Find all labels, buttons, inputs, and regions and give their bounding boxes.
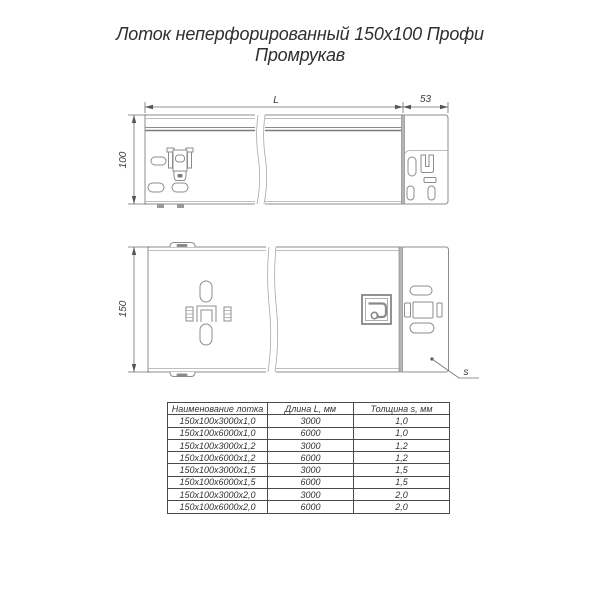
table-row	[168, 415, 450, 427]
table-cell: 6000	[268, 427, 354, 439]
table-cell: 6000	[268, 501, 354, 513]
table-cell: 2,0	[354, 501, 450, 513]
table-cell: 3000	[268, 439, 354, 451]
table-cell: 1,5	[354, 464, 450, 476]
table-cell: 3000	[268, 464, 354, 476]
table-cell: 150x100x3000x2,0	[168, 489, 268, 501]
table-cell: 150x100x6000x1,2	[168, 452, 268, 464]
dimension-length-label: L	[273, 95, 279, 106]
table-row	[168, 464, 450, 476]
promrukav-logo-stamp	[362, 295, 391, 324]
table-cell: 150x100x6000x1,0	[168, 427, 268, 439]
header-length: Длина L, мм	[268, 403, 354, 415]
table-cell: 150x100x6000x2,0	[168, 501, 268, 513]
table-cell: 1,5	[354, 476, 450, 488]
table-cell: 150x100x3000x1,0	[168, 415, 268, 427]
hatched-slot-left	[186, 307, 193, 321]
dimension-width-label: 150	[118, 300, 129, 318]
side-view-break	[255, 112, 267, 208]
table-row	[168, 476, 450, 488]
table-cell: 6000	[268, 452, 354, 464]
spec-table-body	[168, 415, 450, 513]
side-view-end-connector	[402, 115, 449, 204]
table-cell: 1,0	[354, 427, 450, 439]
table-cell: 1,0	[354, 415, 450, 427]
table-cell: 1,2	[354, 452, 450, 464]
spec-table-header	[168, 403, 450, 415]
side-view	[118, 94, 448, 208]
drawing-title-line2: Промрукав	[255, 45, 345, 65]
header-thickness: Толщина s, мм	[354, 403, 450, 415]
dimension-length-L	[145, 95, 403, 113]
table-cell: 150x100x3000x1,2	[168, 439, 268, 451]
dimension-height-100	[118, 115, 147, 204]
dimension-width-150	[118, 247, 150, 372]
top-view-end-connector	[399, 247, 449, 372]
dimension-end-width-53	[403, 94, 448, 113]
table-cell: 150x100x6000x1,5	[168, 476, 268, 488]
spec-table	[167, 402, 450, 514]
thickness-label: s	[463, 367, 469, 378]
hatched-slot-right	[224, 307, 231, 321]
table-cell: 1,2	[354, 439, 450, 451]
table-row	[168, 501, 450, 513]
table-row	[168, 427, 450, 439]
table-row	[168, 452, 450, 464]
dimension-height-label: 100	[118, 151, 129, 169]
side-view-bottom-tabs	[157, 204, 184, 208]
table-cell: 2,0	[354, 489, 450, 501]
table-cell: 3000	[268, 489, 354, 501]
dimension-end-width-label: 53	[419, 94, 432, 105]
table-row	[168, 439, 450, 451]
drawing-title-line1: Лоток неперфорированный 150x100 Профи	[116, 24, 484, 44]
table-cell: 150x100x3000x1,5	[168, 464, 268, 476]
top-view	[118, 243, 479, 379]
table-cell: 6000	[268, 476, 354, 488]
table-cell: 3000	[268, 415, 354, 427]
top-view-break	[266, 244, 278, 375]
header-row	[168, 403, 450, 415]
header-tray-name: Наименование лотка	[168, 403, 268, 415]
table-row	[168, 489, 450, 501]
